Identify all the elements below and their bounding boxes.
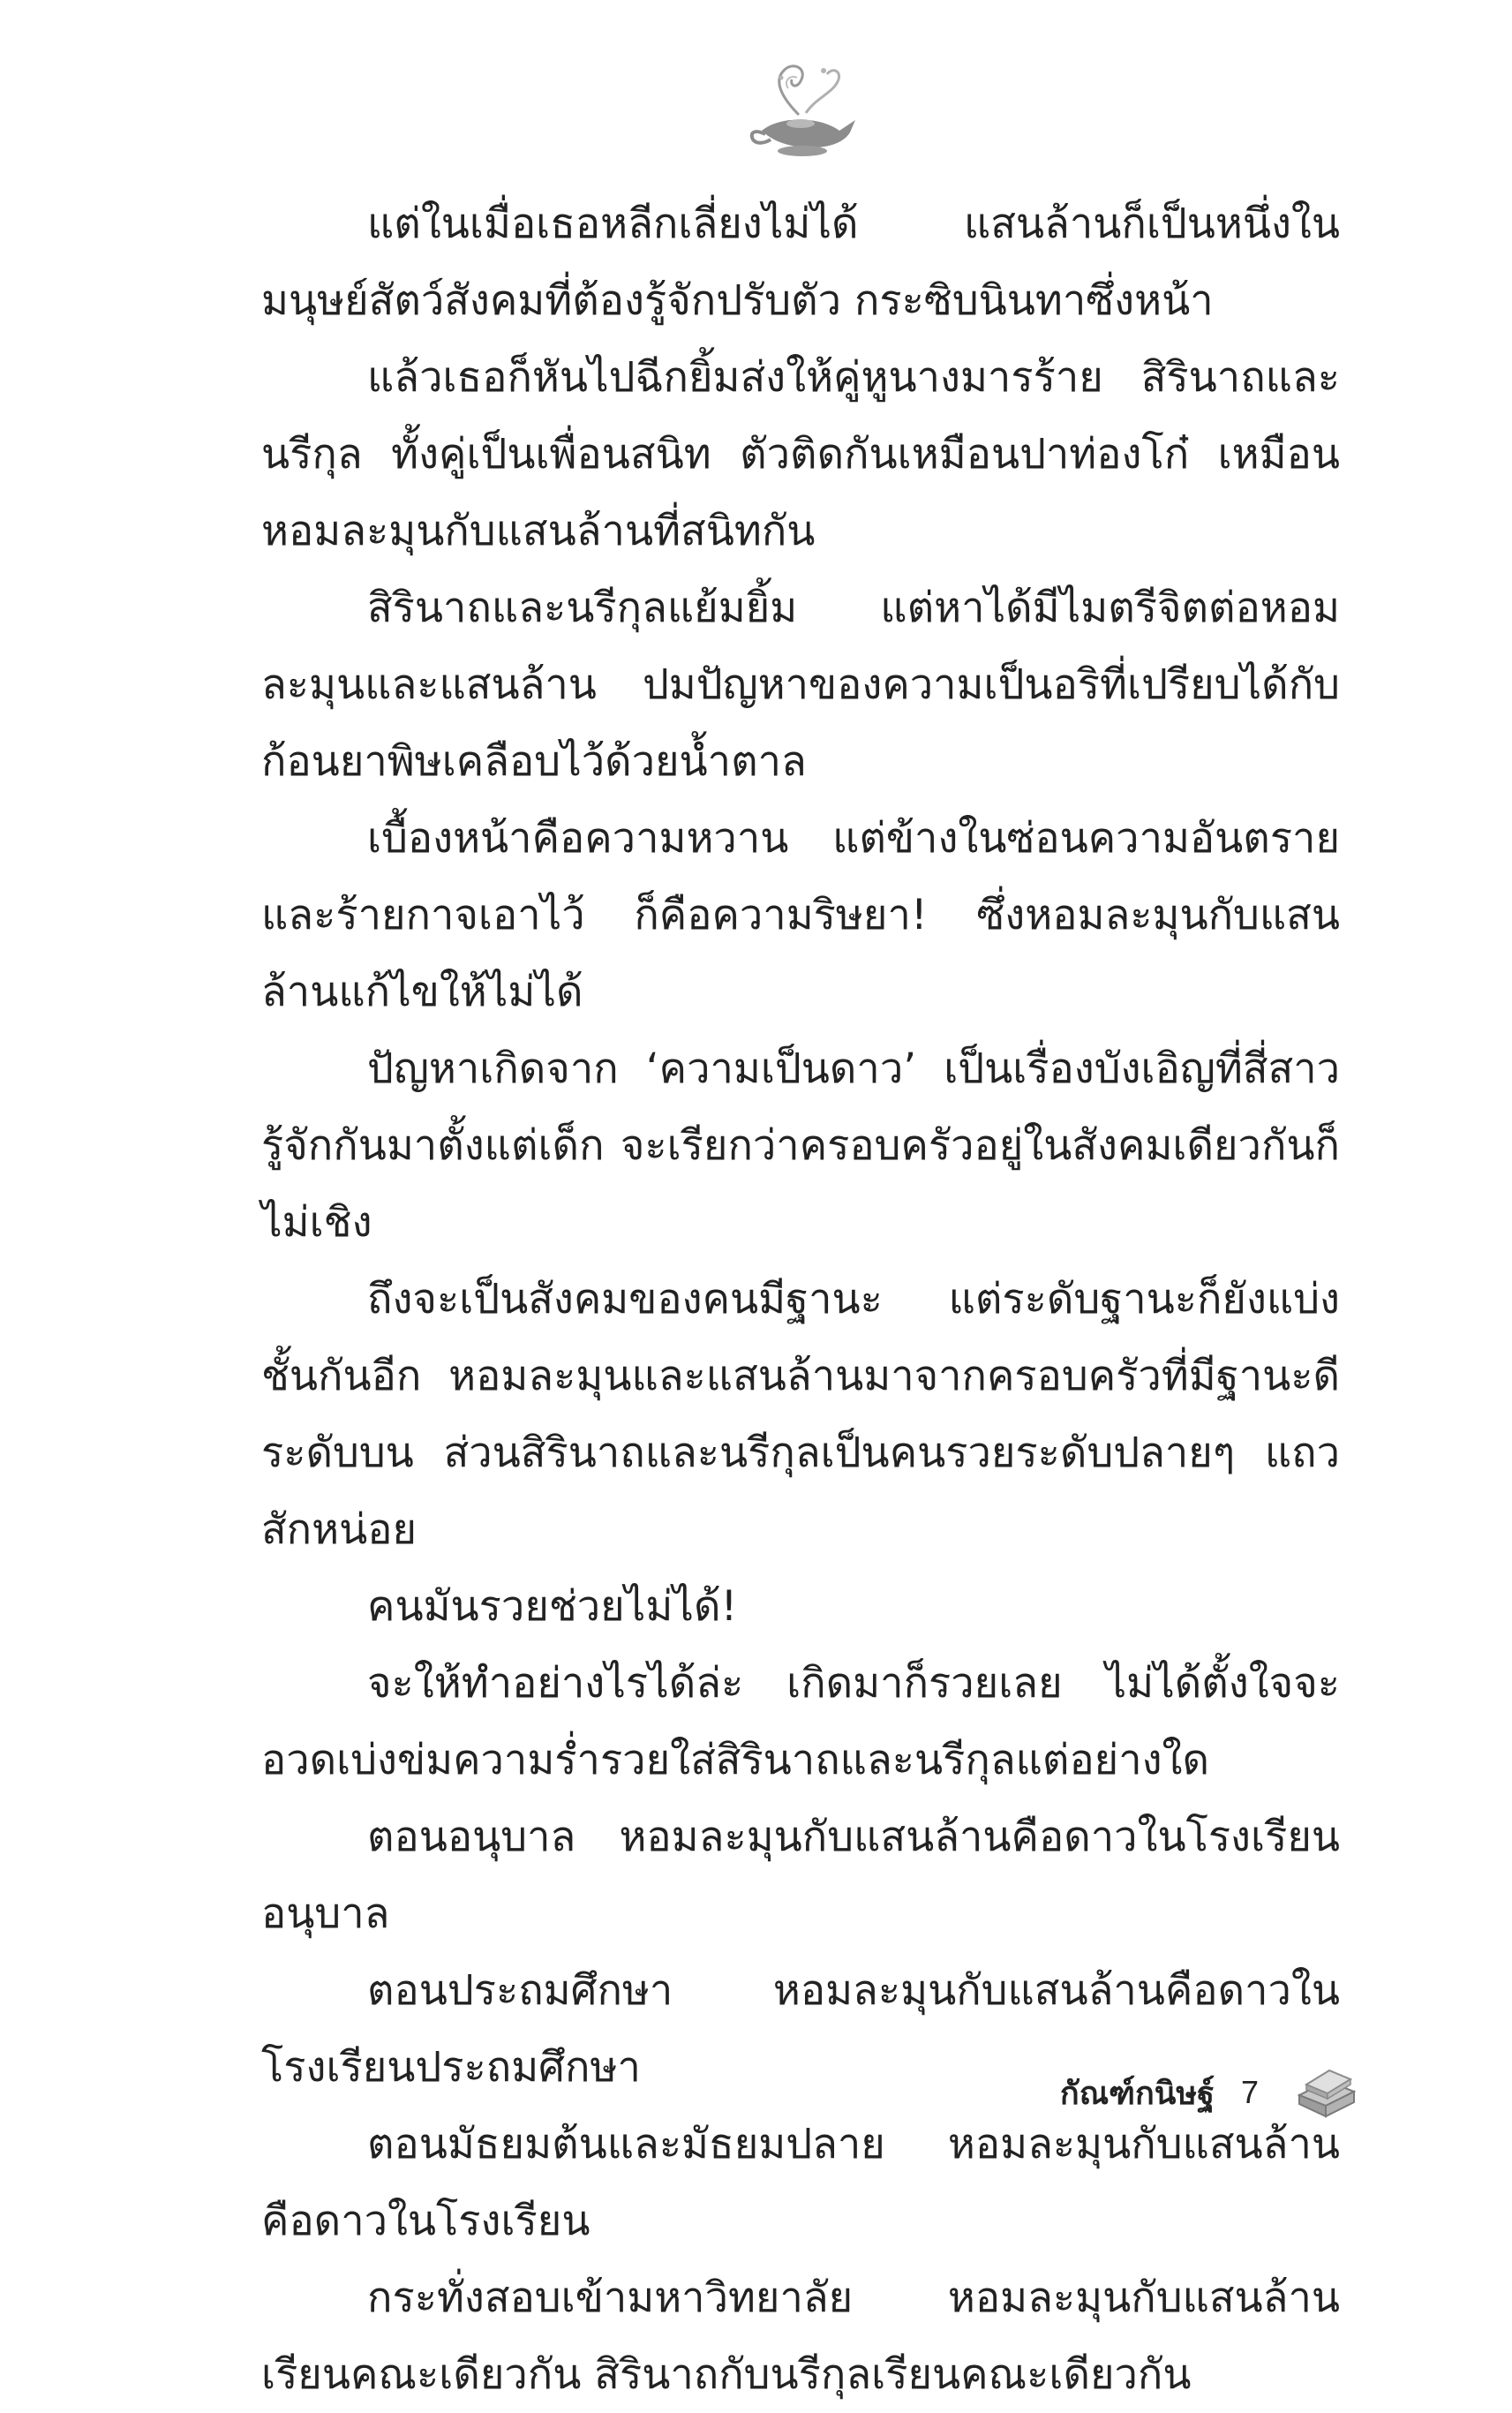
paragraph: ตอนประถมศึกษา หอมละมุนกับแสนล้านคือดาวในโรงเรียนประถมศึกษา xyxy=(261,1966,1340,2092)
paragraph: ถึงจะเป็นสังคมของคนมีฐานะ แต่ระดับฐานะก็ยังแบ่งชั้นกันอีก หอมละมุนและแสนล้านมาจากครอบครัวที่มีฐานะดีระดับบน ส่วนสิรินาถและนรีกุลเป็นคนรวยระดับปลายๆ แถวสักหน่อย xyxy=(261,1275,1340,1554)
paragraph: ตอนมัธยมต้นและมัธยมปลาย หอมละมุนกับแสนล้านคือดาวในโรงเรียน xyxy=(261,2120,1340,2245)
paragraph: แล้วเธอก็หันไปฉีกยิ้มส่งให้คู่หูนางมารร้าย สิรินาถและนรีกุล ทั้งคู่เป็นเพื่อนสนิท ตัวติดกันเหมือนปาท่องโก๋ เหมือนหอมละมุนกับแสนล้านที่สนิทกัน xyxy=(261,353,1340,555)
paragraph: คนมันรวยช่วยไม่ได้! xyxy=(367,1582,738,1631)
paragraph: แต่ในเมื่อเธอหลีกเลี่ยงไม่ได้ แสนล้านก็เป็นหนึ่งในมนุษย์สัตว์สังคมที่ต้องรู้จักปรับตัว กระซิบนินทาซึ่งหน้า xyxy=(261,200,1340,325)
paragraph: สิรินาถและนรีกุลแย้มยิ้ม แต่หาได้มีไมตรีจิตต่อหอมละมุนและแสนล้าน ปมปัญหาของความเป็นอริที่เปรียบได้กับก้อนยาพิษเคลือบไว้ด้วยน้ำตาล xyxy=(261,584,1340,786)
paragraph: ปัญหาเกิดจาก ‘ความเป็นดาว’ เป็นเรื่องบังเอิญที่สี่สาวรู้จักกันมาตั้งแต่เด็ก จะเรียกว่าครอบครัวอยู่ในสังคมเดียวกันก็ไม่เชิง xyxy=(261,1044,1340,1247)
page-footer xyxy=(989,2057,1359,2128)
paragraph: จะให้ทำอย่างไรได้ล่ะ เกิดมาก็รวยเลย ไม่ได้ตั้งใจจะอวดเบ่งข่มความร่ำรวยใส่สิรินาถและนรีกุลแต่อย่างใด xyxy=(261,1659,1340,1784)
magic-lamp-icon xyxy=(746,62,861,159)
paragraph: กระทั่งสอบเข้ามหาวิทยาลัย หอมละมุนกับแสนล้านเรียนคณะเดียวกัน สิรินาถกับนรีกุลเรียนคณะเดียวกัน xyxy=(261,2273,1340,2399)
book-stack-icon xyxy=(1294,2060,1359,2125)
page-number: 7 xyxy=(1240,2074,1259,2110)
book-title: กัณฑ์กนิษฐ์ xyxy=(1059,2075,1215,2112)
paragraph: เบื้องหน้าคือความหวาน แต่ข้างในซ่อนความอันตรายและร้ายกาจเอาไว้ ก็คือความริษยา! ซึ่งหอมละมุนกับแสนล้านแก้ไขให้ไม่ได้ xyxy=(261,814,1340,1016)
paragraph: ตอนอนุบาล หอมละมุนกับแสนล้านคือดาวในโรงเรียนอนุบาล xyxy=(261,1813,1340,1938)
